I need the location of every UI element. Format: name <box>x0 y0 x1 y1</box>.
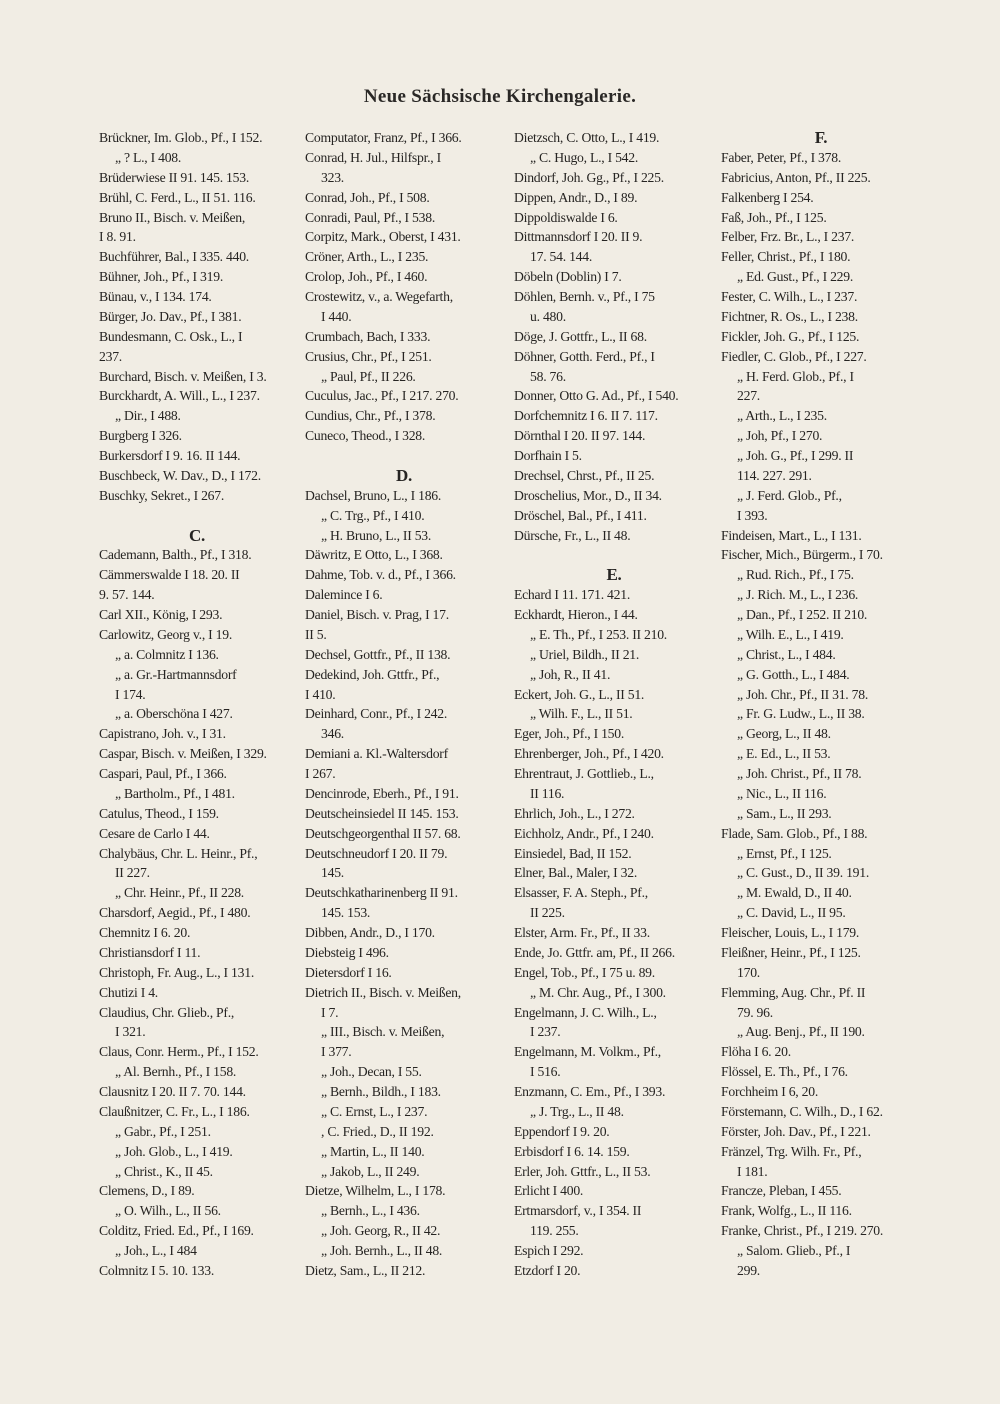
index-entry: Fleischer, Louis, L., I 179. <box>721 925 860 940</box>
index-entry: Caspari, Paul, Pf., I 366. <box>99 766 227 781</box>
index-entry: Cuculus, Jac., Pf., I 217. 270. <box>305 388 459 404</box>
index-entry: Förster, Joh. Dav., Pf., I 221. <box>721 1123 871 1139</box>
index-entry: „ Jakob, L., II 249. <box>321 1163 420 1179</box>
index-column-3 <box>514 128 714 1281</box>
index-entry: Dittmannsdorf I 20. II 9. <box>514 229 643 245</box>
index-entry: „ a. Oberschöna I 427. <box>115 706 233 722</box>
index-entry: „ C. Hugo, L., I 542. <box>530 149 639 165</box>
index-entry: „ Joh. Glob., L., I 419. <box>115 1143 233 1159</box>
index-entry: „ Joh. Chr., Pf., II 31. 78. <box>737 686 869 702</box>
index-entry: „ ? L., I 408. <box>115 149 182 165</box>
index-entry: Dedekind, Joh. Gttfr., Pf., <box>305 666 440 682</box>
index-entry: Charsdorf, Aegid., Pf., I 480. <box>99 905 251 921</box>
index-entry: „ Ernst, Pf., I 125. <box>737 845 832 861</box>
index-entry: Fränzel, Trg. Wilh. Fr., Pf., <box>721 1143 862 1159</box>
index-entry: „ O. Wilh., L., II 56. <box>115 1203 221 1219</box>
index-entry: „ J. Ferd. Glob., Pf., <box>737 487 842 503</box>
index-entry: u. 480. <box>530 308 566 324</box>
index-entry: Bühner, Joh., Pf., I 319. <box>99 269 223 285</box>
index-entry: „ Gabr., Pf., I 251. <box>115 1123 211 1139</box>
index-entry: Deutscheinsiedel II 145. 153. <box>305 805 459 821</box>
index-entry: Conrad, Joh., Pf., I 508. <box>305 189 430 205</box>
index-entry: „ Ed. Gust., Pf., I 229. <box>737 269 854 285</box>
index-entry: „ Salom. Glieb., Pf., I <box>737 1243 851 1258</box>
index-entry: Flemming, Aug. Chr., Pf. II <box>721 984 866 1000</box>
index-entry: Dorfhain I 5. <box>514 448 582 463</box>
index-entry: „ G. Gotth., L., I 484. <box>737 666 850 682</box>
index-entry: Dippen, Andr., D., I 89. <box>514 189 638 205</box>
index-entry: Christiansdorf I 11. <box>99 944 201 960</box>
index-entry: Dröschel, Bal., Pf., I 411. <box>514 507 647 523</box>
index-entry: Echard I 11. 171. 421. <box>514 587 631 603</box>
index-entry: Elster, Arm. Fr., Pf., II 33. <box>514 925 650 940</box>
index-entry: Ertmarsdorf, v., I 354. II <box>514 1203 642 1219</box>
index-column-4 <box>721 128 921 1281</box>
index-entry: Felber, Frz. Br., L., I 237. <box>721 229 855 245</box>
index-entry: Dietrich II., Bisch. v. Meißen, <box>305 984 461 1000</box>
index-entry: „ Joh, R., II 41. <box>530 666 611 682</box>
index-entry: Dindorf, Joh. Gg., Pf., I 225. <box>514 169 664 185</box>
index-entry: Chemnitz I 6. 20. <box>99 925 191 940</box>
index-entry: Dürsche, Fr., L., II 48. <box>514 527 631 543</box>
index-entry: I 7. <box>321 1004 339 1020</box>
index-entry: II 5. <box>305 626 327 642</box>
index-entry: „ a. Colmnitz I 136. <box>115 646 219 662</box>
index-entry: 227. <box>737 388 760 404</box>
index-entry: Erler, Joh. Gttfr., L., II 53. <box>514 1163 651 1179</box>
index-entry: Crolop, Joh., Pf., I 460. <box>305 269 428 285</box>
index-entry: Buschbeck, W. Dav., D., I 172. <box>99 467 261 483</box>
index-entry: Chutizi I 4. <box>99 984 158 1000</box>
index-entry: Findeisen, Mart., L., I 131. <box>721 527 862 543</box>
index-entry: „ Christ., L., I 484. <box>737 646 836 662</box>
index-entry: Eckert, Joh. G., L., II 51. <box>514 686 645 702</box>
index-entry: „ Chr. Heinr., Pf., II 228. <box>115 885 244 901</box>
index-entry: II 116. <box>530 785 565 801</box>
index-entry: „ C. David, L., II 95. <box>737 905 846 921</box>
index-entry: II 225. <box>530 905 565 921</box>
index-entry: Brüderwiese II 91. 145. 153. <box>99 169 249 185</box>
index-entry: Einsiedel, Bad, II 152. <box>514 845 632 861</box>
index-entry: Cademann, Balth., Pf., I 318. <box>99 547 252 563</box>
index-entry: I 440. <box>321 308 352 324</box>
index-entry: „ Joh. Georg, R., II 42. <box>321 1223 441 1239</box>
index-entry: „ C. Trg., Pf., I 410. <box>321 507 425 523</box>
index-entry: 9. 57. 144. <box>99 587 155 603</box>
index-entry: Carlowitz, Georg v., I 19. <box>99 626 233 642</box>
index-entry: Colmnitz I 5. 10. 133. <box>99 1262 215 1278</box>
index-entry: 17. 54. 144. <box>530 249 593 265</box>
index-entry: Dorfchemnitz I 6. II 7. 117. <box>514 408 658 424</box>
index-entry: Erbisdorf I 6. 14. 159. <box>514 1143 630 1159</box>
index-entry: Fiedler, C. Glob., Pf., I 227. <box>721 348 867 364</box>
index-entry: Claus, Conr. Herm., Pf., I 152. <box>99 1044 259 1060</box>
index-entry: Ehrentraut, J. Gottlieb., L., <box>514 766 654 781</box>
index-entry: Chalybäus, Chr. L. Heinr., Pf., <box>99 845 258 861</box>
index-entry: „ Joh., Decan, I 55. <box>321 1064 422 1080</box>
section-letter-heading: F. <box>814 128 828 147</box>
index-entry: Claudius, Chr. Glieb., Pf., <box>99 1004 235 1020</box>
index-entry: 145. <box>321 865 344 881</box>
index-entry: Deinhard, Conr., Pf., I 242. <box>305 706 448 722</box>
index-entry: Förstemann, C. Wilh., D., I 62. <box>721 1103 883 1119</box>
index-entry: I 8. 91. <box>99 229 136 245</box>
index-entry: Fabricius, Anton, Pf., II 225. <box>721 169 871 185</box>
index-entry: Dibben, Andr., D., I 170. <box>305 925 435 940</box>
index-entry: I 174. <box>115 686 146 702</box>
index-entry: Cesare de Carlo I 44. <box>99 825 210 841</box>
index-entry: „ Uriel, Bildh., II 21. <box>530 646 640 662</box>
index-entry: Enzmann, C. Em., Pf., I 393. <box>514 1084 666 1099</box>
index-entry: „ Sam., L., II 293. <box>737 805 832 821</box>
index-entry: Deutschkatharinenberg II 91. <box>305 885 458 901</box>
index-entry: „ III., Bisch. v. Meißen, <box>321 1024 445 1040</box>
index-entry: Faß, Joh., Pf., I 125. <box>721 209 827 225</box>
index-entry: Engel, Tob., Pf., I 75 u. 89. <box>514 964 655 980</box>
index-entry: „ C. Ernst, L., I 237. <box>321 1103 428 1119</box>
index-entry: I 410. <box>305 686 336 702</box>
index-entry: „ Joh., L., I 484 <box>115 1243 197 1258</box>
index-entry: 299. <box>737 1262 760 1278</box>
index-entry: „ Fr. G. Ludw., L., II 38. <box>737 706 865 722</box>
index-entry: 145. 153. <box>321 905 371 921</box>
index-entry: 119. 255. <box>530 1223 579 1239</box>
index-entry: „ Bernh., L., I 436. <box>321 1203 420 1219</box>
index-entry: „ Arth., L., I 235. <box>737 408 827 424</box>
index-entry: Bünau, v., I 134. 174. <box>99 289 212 304</box>
index-entry: Elner, Bal., Maler, I 32. <box>514 865 638 881</box>
index-entry: Ende, Jo. Gttfr. am, Pf., II 266. <box>514 944 675 960</box>
index-entry: Dörnthal I 20. II 97. 144. <box>514 428 646 444</box>
index-entry: „ E. Ed., L., II 53. <box>737 746 831 762</box>
index-entry: Conrad, H. Jul., Hilfspr., I <box>305 149 441 165</box>
index-entry: I 321. <box>115 1024 146 1040</box>
index-entry: „ E. Th., Pf., I 253. II 210. <box>530 626 667 642</box>
index-entry: Döbeln (Doblin) I 7. <box>514 269 622 285</box>
index-entry: „ Bartholm., Pf., I 481. <box>115 785 235 801</box>
index-entry: Däwritz, E Otto, L., I 368. <box>305 547 443 563</box>
index-entry: „ M. Chr. Aug., Pf., I 300. <box>530 984 666 1000</box>
index-entry: Ehrenberger, Joh., Pf., I 420. <box>514 746 664 762</box>
index-entry: Flössel, E. Th., Pf., I 76. <box>721 1064 848 1080</box>
index-entry: Daniel, Bisch. v. Prag, I 17. <box>305 607 449 622</box>
index-entry: „ H. Bruno, L., II 53. <box>321 527 432 543</box>
index-entry: Drechsel, Chrst., Pf., II 25. <box>514 467 655 483</box>
index-entry: Burkersdorf I 9. 16. II 144. <box>99 448 241 463</box>
index-entry: „ Georg, L., II 48. <box>737 726 831 742</box>
index-entry: Deutschgeorgenthal II 57. 68. <box>305 825 461 841</box>
index-entry: Fischer, Mich., Bürgerm., I 70. <box>721 547 883 563</box>
index-entry: Eichholz, Andr., Pf., I 240. <box>514 825 654 841</box>
index-entry: Demiani a. Kl.-Waltersdorf <box>305 746 448 762</box>
index-entry: Deutschneudorf I 20. II 79. <box>305 845 448 861</box>
index-entry: 114. 227. 291. <box>737 467 812 483</box>
index-entry: Feller, Christ., Pf., I 180. <box>721 249 851 265</box>
index-entry: I 393. <box>737 507 768 523</box>
index-entry: Fickler, Joh. G., Pf., I 125. <box>721 328 860 344</box>
index-column-2 <box>305 128 503 1281</box>
index-entry: Faber, Peter, Pf., I 378. <box>721 149 841 165</box>
index-entry: Corpitz, Mark., Oberst, I 431. <box>305 229 461 245</box>
index-column-1 <box>99 128 295 1281</box>
index-entry: I 377. <box>321 1044 352 1060</box>
index-entry: Fleißner, Heinr., Pf., I 125. <box>721 944 861 960</box>
index-entry: „ Joh, Pf., I 270. <box>737 428 823 444</box>
index-entry: „ Al. Bernh., Pf., I 158. <box>115 1064 237 1080</box>
section-letter-heading: C. <box>188 525 206 545</box>
index-entry: „ a. Gr.-Hartmannsdorf <box>115 666 237 682</box>
index-entry: Cröner, Arth., L., I 235. <box>305 249 429 265</box>
index-entry: Eppendorf I 9. 20. <box>514 1123 610 1139</box>
index-entry: „ Joh. G., Pf., I 299. II <box>737 448 854 463</box>
index-entry: Dietersdorf I 16. <box>305 964 392 980</box>
index-entry: „ Joh. Bernh., L., II 48. <box>321 1243 443 1258</box>
index-entry: Fichtner, R. Os., L., I 238. <box>721 308 858 324</box>
index-entry: Crumbach, Bach, I 333. <box>305 328 431 344</box>
index-entry: Burchard, Bisch. v. Meißen, I 3. <box>99 368 267 384</box>
index-entry: Brühl, C. Ferd., L., II 51. 116. <box>99 189 256 205</box>
index-entry: „ J. Trg., L., II 48. <box>530 1103 624 1119</box>
index-entry: Brückner, Im. Glob., Pf., I 152. <box>99 130 263 145</box>
index-entry: „ Rud. Rich., Pf., I 75. <box>737 567 854 583</box>
index-entry: I 237. <box>530 1024 561 1040</box>
index-entry: Espich I 292. <box>514 1243 584 1258</box>
index-entry: Flade, Sam. Glob., Pf., I 88. <box>721 825 868 841</box>
index-entry: Dalemince I 6. <box>305 587 383 603</box>
index-entry: II 227. <box>115 865 150 881</box>
index-entry: 58. 76. <box>530 368 566 384</box>
index-entry: „ Aug. Benj., Pf., II 190. <box>737 1024 865 1040</box>
index-entry: Franke, Christ., Pf., I 219. 270. <box>721 1223 884 1239</box>
index-entry: Conradi, Paul, Pf., I 538. <box>305 209 435 225</box>
index-entry: Engelmann, J. C. Wilh., L., <box>514 1004 657 1020</box>
section-letter-heading: E. <box>606 565 622 585</box>
index-entry: Ehrlich, Joh., L., I 272. <box>514 805 635 821</box>
index-entry: Francze, Pleban, I 455. <box>721 1183 842 1199</box>
index-entry: 346. <box>321 726 344 742</box>
index-entry: Computator, Franz, Pf., I 366. <box>305 130 462 145</box>
index-entry: Christoph, Fr. Aug., L., I 131. <box>99 964 254 980</box>
index-entry: „ Dan., Pf., I 252. II 210. <box>737 607 868 622</box>
index-entry: Dietz, Sam., L., II 212. <box>305 1262 426 1278</box>
index-entry: 323. <box>321 169 344 185</box>
index-entry: Bruno II., Bisch. v. Meißen, <box>99 209 246 225</box>
index-entry: Döhlen, Bernh. v., Pf., I 75 <box>514 289 655 304</box>
index-entry: Eger, Joh., Pf., I 150. <box>514 726 625 742</box>
index-entry: Caspar, Bisch. v. Meißen, I 329. <box>99 746 267 762</box>
index-entry: Capistrano, Joh. v., I 31. <box>99 726 226 742</box>
index-entry: Clemens, D., I 89. <box>99 1183 195 1199</box>
index-entry: Diebsteig I 496. <box>305 944 389 960</box>
index-entry: 170. <box>737 964 760 980</box>
index-entry: Cundius, Chr., Pf., I 378. <box>305 408 436 424</box>
index-entry: Flöha I 6. 20. <box>721 1044 791 1060</box>
index-entry: I 267. <box>305 766 336 781</box>
index-entry: Dachsel, Bruno, L., I 186. <box>305 487 442 503</box>
section-letter-heading: D. <box>395 465 413 485</box>
index-entry: „ Bernh., Bildh., I 183. <box>321 1084 441 1099</box>
index-entry: Crostewitz, v., a. Wegefarth, <box>305 289 453 304</box>
index-entry: Cuneco, Theod., I 328. <box>305 428 426 444</box>
index-entry: „ Martin, L., II 140. <box>321 1143 425 1159</box>
index-entry: Dippoldiswalde I 6. <box>514 209 618 225</box>
index-entry: „ Dir., I 488. <box>115 408 181 424</box>
index-entry: Clausnitz I 20. II 7. 70. 144. <box>99 1084 246 1099</box>
index-entry: „ Wilh. E., L., I 419. <box>737 626 844 642</box>
index-entry: I 181. <box>737 1163 768 1179</box>
index-entry: Colditz, Fried. Ed., Pf., I 169. <box>99 1223 254 1239</box>
index-entry: Burgberg I 326. <box>99 428 182 444</box>
index-entry: Dietzsch, C. Otto, L., I 419. <box>514 130 660 145</box>
running-head: Neue Sächsische Kirchengalerie. <box>363 86 637 107</box>
index-entry: Dencinrode, Eberh., Pf., I 91. <box>305 785 459 801</box>
index-entry: Dechsel, Gottfr., Pf., II 138. <box>305 646 451 662</box>
index-entry: Dietze, Wilhelm, L., I 178. <box>305 1183 446 1199</box>
index-entry: „ Wilh. F., L., II 51. <box>530 706 633 722</box>
index-entry: Crusius, Chr., Pf., I 251. <box>305 348 432 364</box>
index-entry: „ Paul, Pf., II 226. <box>321 368 416 384</box>
index-entry: Catulus, Theod., I 159. <box>99 805 219 821</box>
index-entry: Bundesmann, C. Osk., L., I <box>99 328 243 344</box>
index-entry: Döhner, Gotth. Ferd., Pf., I <box>514 348 655 364</box>
index-entry: Claußnitzer, C. Fr., L., I 186. <box>99 1103 250 1119</box>
index-entry: „ Christ., K., II 45. <box>115 1163 213 1179</box>
index-entry: „ Nic., L., II 116. <box>737 785 827 801</box>
index-entry: Falkenberg I 254. <box>721 189 814 205</box>
index-entry: Fester, C. Wilh., L., I 237. <box>721 289 858 304</box>
index-entry: Droschelius, Mor., D., II 34. <box>514 487 662 503</box>
index-entry: Etzdorf I 20. <box>514 1262 581 1278</box>
index-entry: Dahme, Tob. v. d., Pf., I 366. <box>305 567 456 583</box>
index-entry: „ J. Rich. M., L., I 236. <box>737 587 859 603</box>
index-entry: Cämmerswalde I 18. 20. II <box>99 567 240 583</box>
index-entry: Engelmann, M. Volkm., Pf., <box>514 1044 661 1060</box>
index-entry: „ H. Ferd. Glob., Pf., I <box>737 368 854 384</box>
index-entry: Frank, Wolfg., L., II 116. <box>721 1203 852 1219</box>
index-entry: Döge, J. Gottfr., L., II 68. <box>514 328 647 344</box>
index-entry: Elsasser, F. A. Steph., Pf., <box>514 885 648 901</box>
index-entry: I 516. <box>530 1064 561 1080</box>
index-entry: Carl XII., König, I 293. <box>99 607 223 622</box>
index-entry: Eckhardt, Hieron., I 44. <box>514 607 638 622</box>
index-entry: „ C. Gust., D., II 39. 191. <box>737 865 870 881</box>
index-entry: Bürger, Jo. Dav., Pf., I 381. <box>99 308 242 324</box>
index-entry: Buschky, Sekret., I 267. <box>99 487 225 503</box>
index-entry: Erlicht I 400. <box>514 1183 584 1199</box>
index-entry: 237. <box>99 348 122 364</box>
index-entry: Burckhardt, A. Will., L., I 237. <box>99 388 260 404</box>
index-entry: „ M. Ewald, D., II 40. <box>737 885 852 901</box>
index-entry: , C. Fried., D., II 192. <box>321 1123 434 1139</box>
index-entry: „ Joh. Christ., Pf., II 78. <box>737 766 862 781</box>
index-entry: Buchführer, Bal., I 335. 440. <box>99 249 249 265</box>
index-entry: Donner, Otto G. Ad., Pf., I 540. <box>514 388 679 404</box>
index-entry: Forchheim I 6, 20. <box>721 1084 819 1099</box>
index-entry: 79. 96. <box>737 1004 773 1020</box>
